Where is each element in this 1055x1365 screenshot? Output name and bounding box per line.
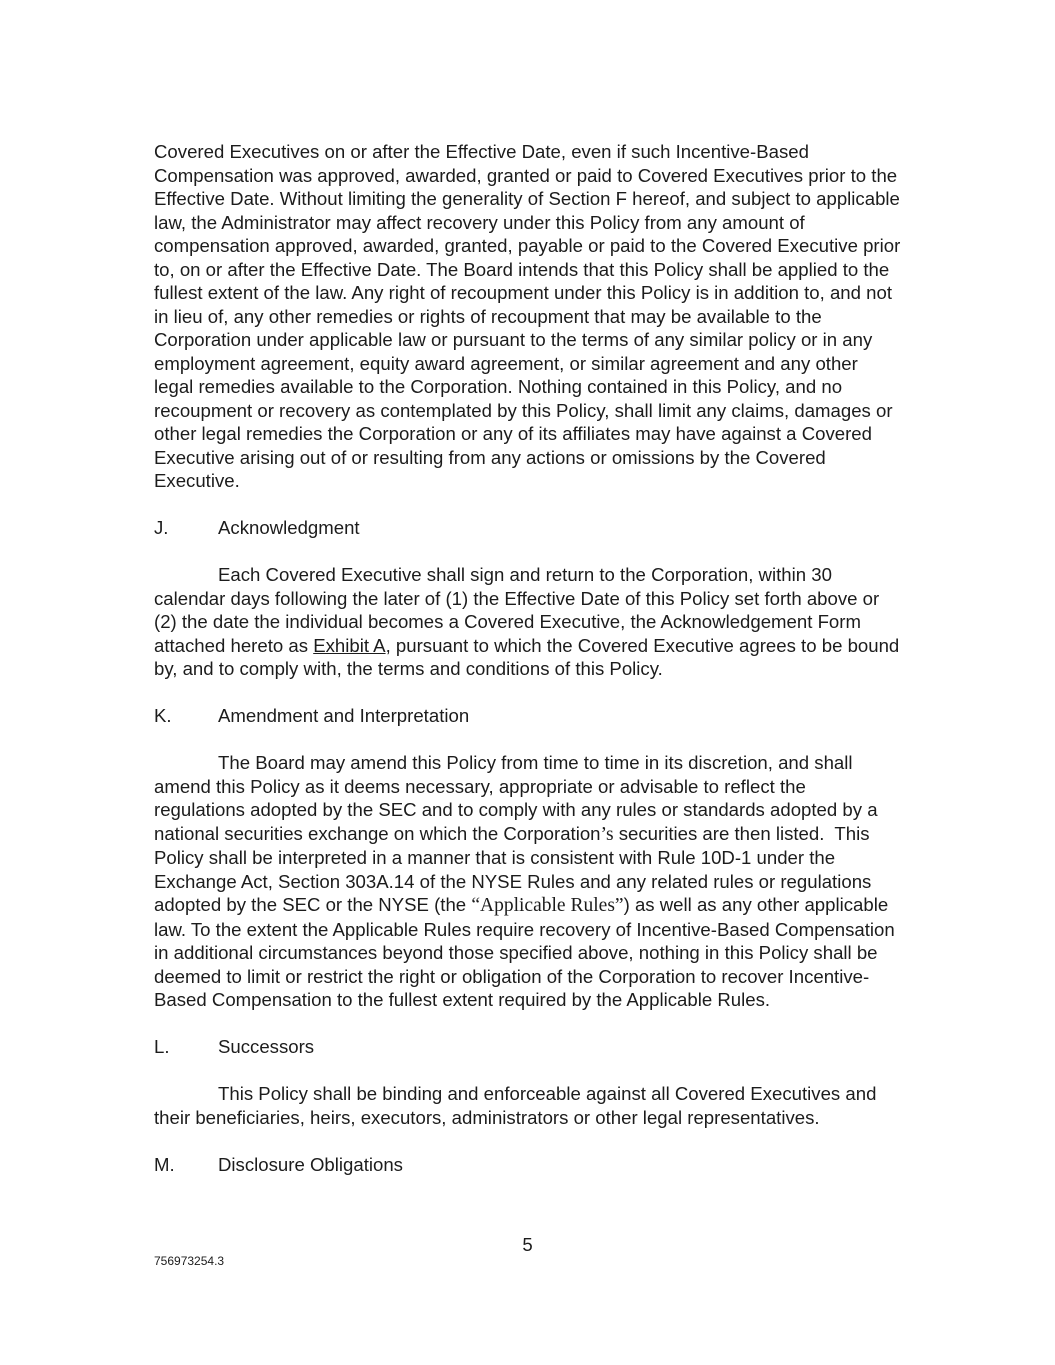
document-id-footer: 756973254.3: [154, 1254, 225, 1268]
section-k-text-2: securities are then listed. This Policy shall be interpreted in a manner that is consistent with Rule 10D-1 under the Exchange Act, Section 303A.14 of the NYSE Rules and any related rules or regulations adopted by the SEC or the NYSE (the: [154, 822, 877, 915]
section-m-title: Disclosure Obligations: [218, 1153, 403, 1175]
section-heading-j: [154, 516, 901, 540]
section-m-label: M.: [154, 1153, 175, 1175]
section-j-label: J.: [154, 517, 169, 538]
section-k-text-1: The Board may amend this Policy from time to time in its discretion, and shall amend this Policy as it deems necessary, appropriate or advisable to reflect the regulations adopted by the SEC and to comply with any rules or standards adopted by a national securities exchange on which the Corporation: [154, 752, 883, 844]
continuation-paragraph: Covered Executives on or after the Effective Date, even if such Incentive-Based Compensation was approved, awarded, granted or paid to Covered Executives prior to the Effective Date. Without limiting the generality of Section F hereof, and subject to applicable law, the Administrator may affect recovery under this Policy from any amount of compensation approved, awarded, granted, payable or paid to the Covered Executive prior to, on or after the Effective Date. The Board intends that this Policy shall be applied to the fullest extent of the law. Any right of recoupment under this Policy is in addition to, and not in lieu of, any other remedies or rights of recoupment that may be available to the Corporation under applicable law or pursuant to the terms of any similar policy or in any employment agreement, equity award agreement, or similar agreement and any other legal remedies available to the Corporation. Nothing contained in this Policy, and no recoupment or recovery as contemplated by this Policy, shall limit any claims, damages or other legal remedies the Corporation or any of its affiliates may have against a Covered Executive arising out of or resulting from any actions or omissions by the Covered Executive.: [154, 141, 906, 491]
section-l-title: Successors: [218, 1036, 315, 1057]
applicable-rules-defined-term: “Applicable Rules”: [471, 895, 624, 916]
section-j-paragraph: [154, 563, 905, 681]
page-number: 5: [522, 1234, 533, 1255]
section-heading-k: [154, 704, 901, 728]
exhibit-a-reference: Exhibit A: [313, 634, 386, 656]
section-k-apostrophe-s: ’s: [600, 823, 614, 845]
section-heading-m: [154, 1153, 901, 1177]
section-k-text-3: ) as well as any other applicable law. To the extent the Applicable Rules require recovery of Incentive-Based Compensation in additional circumstances beyond those specified above, nothing in this Policy shall be deemed to limit or restrict the right or obligation of the Corporation to recover Incentive-Based Compensation to the fullest extent required by the Applicable Rules.: [154, 894, 900, 1010]
document-body: [154, 140, 906, 1200]
section-j-text-after-exhibit: , pursuant to which the Covered Executive agrees to be bound by, and to comply with, the terms and conditions of this Policy.: [154, 634, 905, 679]
section-k-title: Amendment and Interpretation: [218, 705, 470, 726]
section-j-title: Acknowledgment: [218, 517, 360, 538]
section-k-label: K.: [154, 705, 172, 726]
section-j-text-before-exhibit: Each Covered Executive shall sign and return to the Corporation, within 30 calendar days following the later of (1) the Effective Date of this Policy set forth above or (2) the date the individual becomes a Covered Executive, the Acknowledgement Form attached hereto as: [154, 564, 885, 656]
section-l-paragraph: This Policy shall be binding and enforceable against all Covered Executives and their beneficiaries, heirs, executors, administrators or other legal representatives.: [154, 1083, 882, 1128]
section-k-paragraph: [154, 751, 901, 1012]
section-heading-l: [154, 1035, 901, 1059]
section-l-label: L.: [154, 1036, 170, 1057]
